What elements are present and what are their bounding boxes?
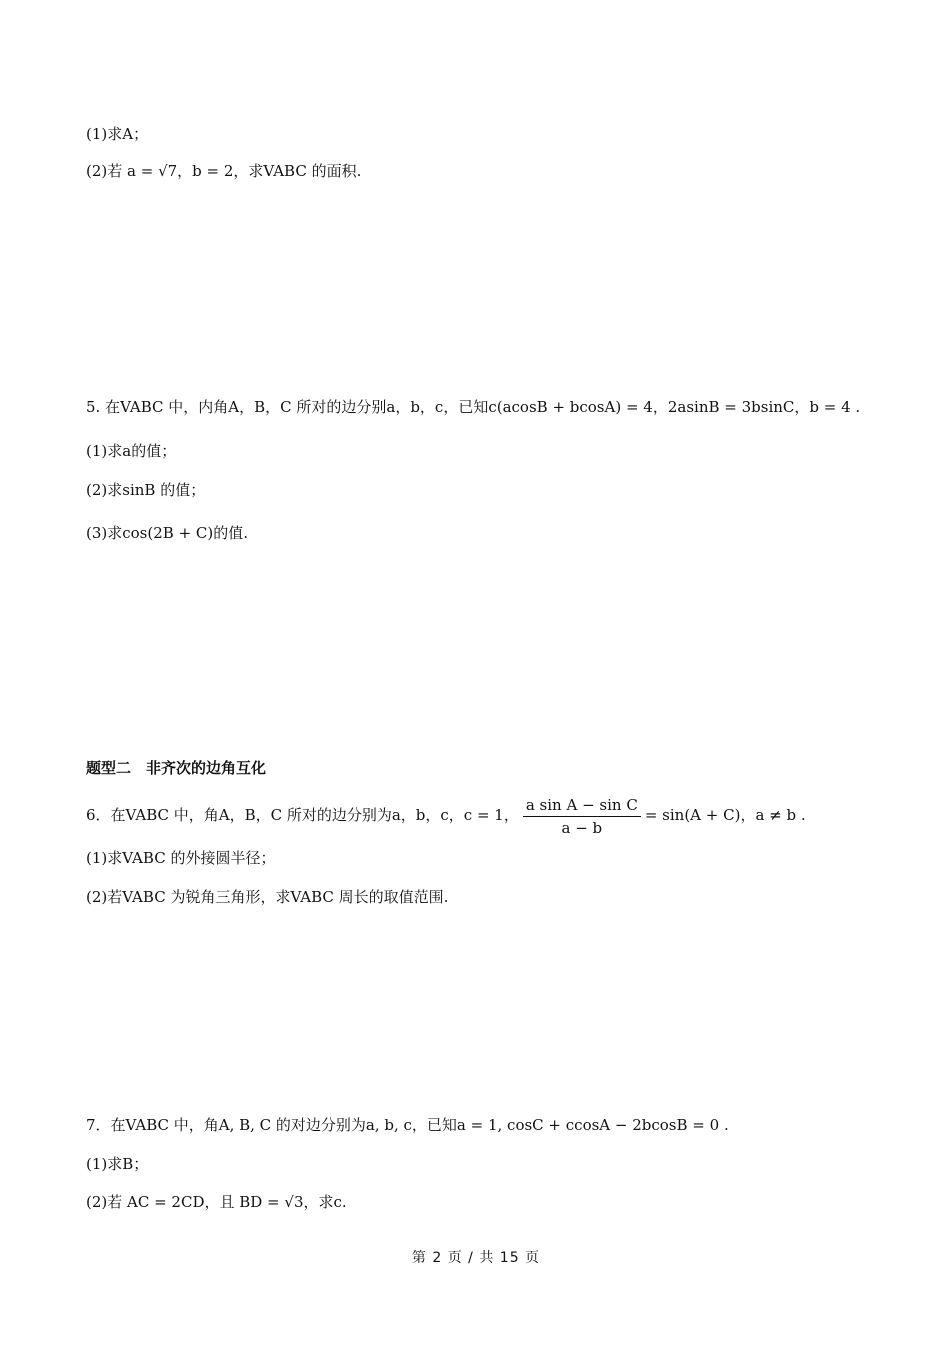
page-footer: 第 2 页 / 共 15 页 [411,1250,541,1266]
q4-part1: (1)求A； [86,125,149,143]
q4-part2: (2)若 a = √7，b = 2，求VABC 的面积. [86,162,362,180]
q6-stem-prefix: 6．在VABC 中，角A，B，C 所对的边分别为a，b，c，c = 1， [86,806,519,824]
q6-stem-suffix: = sin(A + C)，a ≠ b . [644,806,806,824]
q5-part3: (3)求cos(2B + C)的值. [86,524,248,542]
q5-part1: (1)求a的值； [86,442,177,460]
q5-stem: 5. 在VABC 中，内角A，B，C 所对的边分别a，b，c，已知c(acosB + bcosA) = 4，2asinB = 3bsinC，b = 4 . [86,398,861,416]
q7-part2: (2)若 AC = 2CD，且 BD = √3，求c. [86,1193,347,1211]
q7-part1: (1)求B； [86,1155,149,1173]
q6-frac-denominator: a − b [561,818,603,837]
q6-fraction [523,796,641,837]
q5-part2: (2)求sinB 的值； [86,481,206,499]
q6-frac-numerator: a sin A − sin C [523,796,641,817]
q6-part1: (1)求VABC 的外接圆半径； [86,849,276,867]
section-heading: 题型二 非齐次的边角互化 [86,759,267,777]
q6-part2: (2)若VABC 为锐角三角形，求VABC 周长的取值范围. [86,888,449,906]
q7-stem: 7．在VABC 中，角A, B, C 的对边分别为a, b, c，已知a = 1, cosC + ccosA − 2bcosB = 0 . [86,1116,729,1134]
q6-stem [86,793,806,837]
